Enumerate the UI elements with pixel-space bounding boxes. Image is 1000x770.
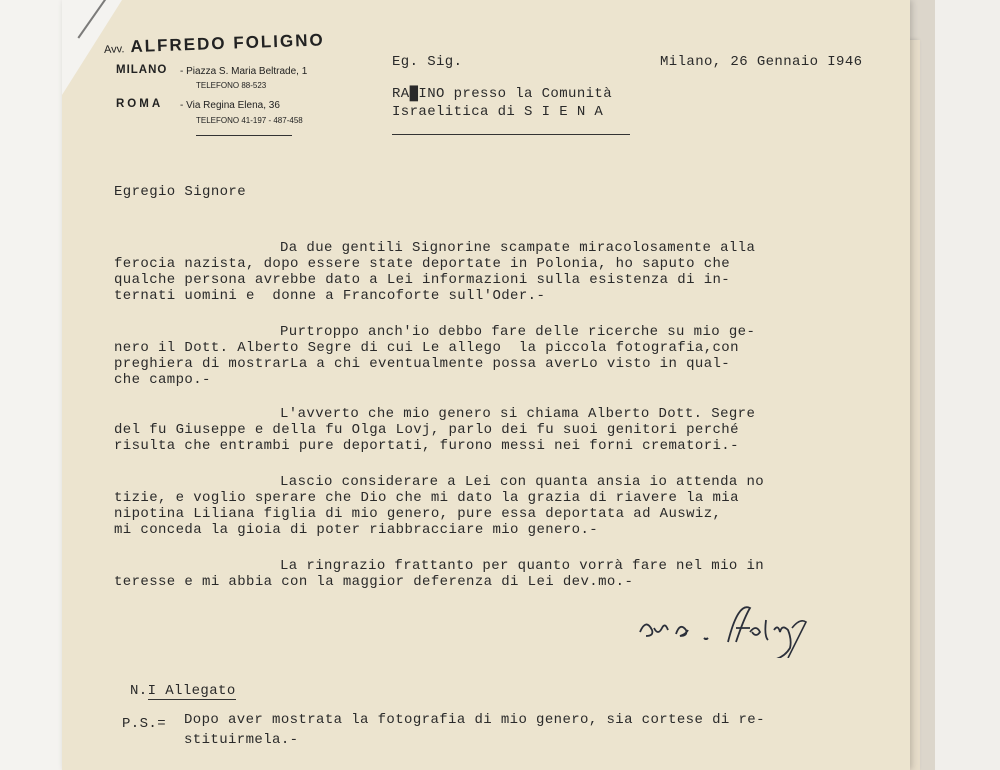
body-line: ternati uomini e donne a Francoforte sull'Oder.- bbox=[114, 288, 546, 304]
body-line: ferocia nazista, dopo essere state deportate in Polonia, ho saputo che bbox=[114, 256, 731, 272]
background-left bbox=[0, 0, 62, 770]
recipient-name-line: RA█INO presso la Comunità bbox=[392, 86, 613, 102]
handwritten-signature bbox=[632, 598, 822, 658]
ps-line: stituirmela.- bbox=[184, 732, 299, 748]
body-line: teresse e mi abbia con la maggior deferenza di Lei dev.mo.- bbox=[114, 574, 634, 590]
letterhead-phone-milano: TELEFONO 88-523 bbox=[196, 81, 267, 90]
body-line: mi conceda la gioia di poter riabbracciare mio genero.- bbox=[114, 522, 599, 538]
letterhead-address-milano: - Piazza S. Maria Beltrade, 1 bbox=[180, 66, 308, 77]
body-line: Da due gentili Signorine scampate miracolosamente alla bbox=[280, 240, 756, 256]
body-line: del fu Giuseppe e della fu Olga Lovj, parlo dei fu suoi genitori perché bbox=[114, 422, 739, 438]
enclosure-text: I Allegato bbox=[147, 683, 236, 699]
ps-label: P.S.= bbox=[122, 716, 167, 732]
salutation: Egregio Signore bbox=[114, 184, 247, 200]
body-line: tizie, e voglio sperare che Dio che mi dato la grazia di riavere la mia bbox=[114, 490, 739, 506]
body-line: La ringrazio frattanto per quanto vorrà fare nel mio in bbox=[280, 558, 765, 574]
letterhead-prefix: Avv. bbox=[103, 43, 125, 56]
recipient-rule bbox=[392, 134, 630, 135]
enclosure-note: N.I Allegato bbox=[130, 683, 236, 699]
letterhead-city-roma: ROMA bbox=[116, 98, 164, 110]
recipient-title: Eg. Sig. bbox=[392, 54, 463, 70]
letterhead-phone-roma: TELEFONO 41-197 - 487-458 bbox=[196, 116, 303, 125]
letter-date: Milano, 26 Gennaio I946 bbox=[660, 54, 863, 70]
letterhead-rule bbox=[196, 135, 292, 136]
body-line: che campo.- bbox=[114, 372, 211, 388]
ps-line: Dopo aver mostrata la fotografia di mio genero, sia cortese di re- bbox=[184, 712, 765, 728]
body-line: Lascio considerare a Lei con quanta ansia io attenda no bbox=[280, 474, 765, 490]
body-line: Purtroppo anch'io debbo fare delle ricerche su mio ge- bbox=[280, 324, 756, 340]
body-line: L'avverto che mio genero si chiama Alberto Dott. Segre bbox=[280, 406, 756, 422]
letterhead-city-milano: MILANO bbox=[116, 64, 168, 76]
body-line: qualche persona avrebbe dato a Lei informazioni sulla esistenza di in- bbox=[114, 272, 731, 288]
recipient-community-line: Israelitica di S I E N A bbox=[392, 104, 604, 120]
body-line: nero il Dott. Alberto Segre di cui Le allego la piccola fotografia,con bbox=[114, 340, 739, 356]
body-line: nipotina Liliana figlia di mio genero, pure essa deportata ad Auswiz, bbox=[114, 506, 722, 522]
letterhead-lawyer-name: ALFREDO FOLIGNO bbox=[130, 30, 325, 57]
body-line: risulta che entrambi pure deportati, furono messi nei forni crematori.- bbox=[114, 438, 739, 454]
background-right-edge bbox=[935, 0, 1000, 770]
body-line: preghiera di mostrarLa a chi eventualmente possa averLo visto in qual- bbox=[114, 356, 731, 372]
letterhead-address-roma: - Via Regina Elena, 36 bbox=[180, 100, 280, 111]
